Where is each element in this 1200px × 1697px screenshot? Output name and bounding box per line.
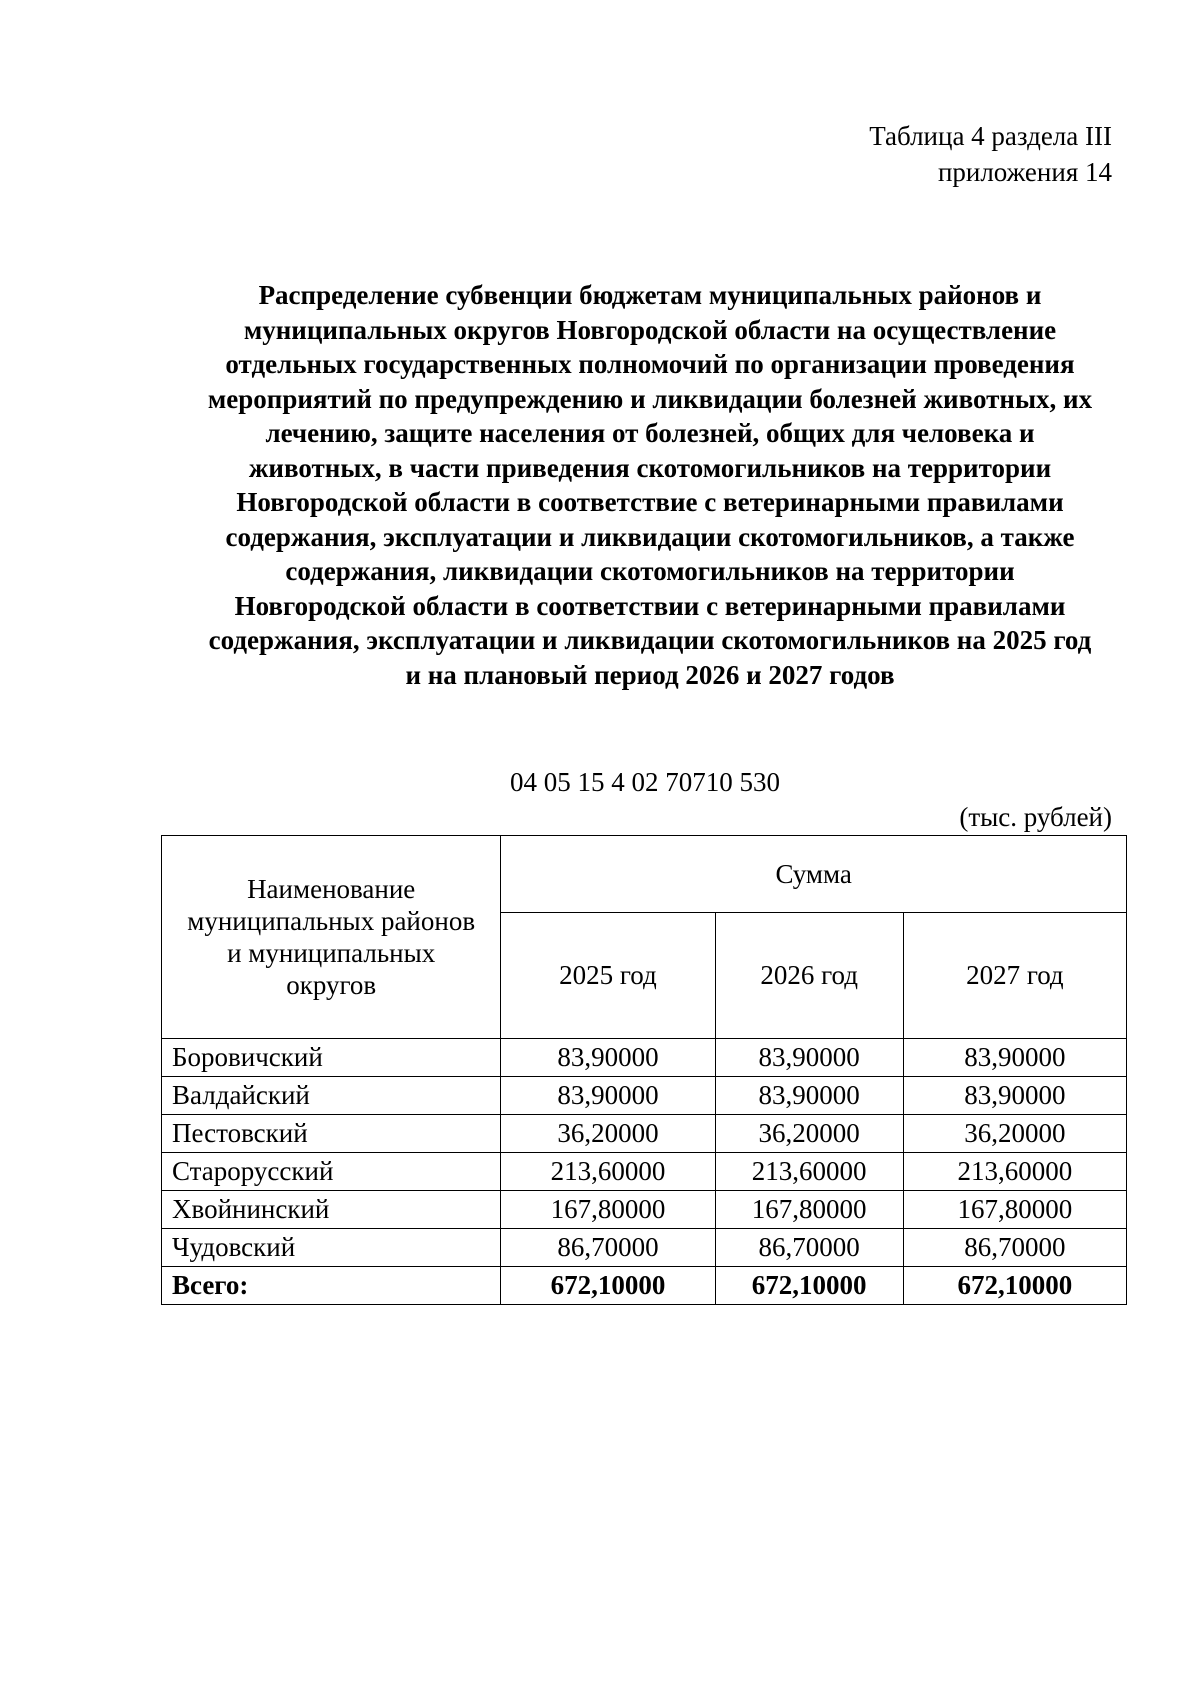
year-2027-header: 2027 год bbox=[903, 913, 1126, 1039]
subsidy-distribution-table bbox=[161, 835, 1127, 1305]
year-2026-header: 2026 год bbox=[715, 913, 903, 1039]
year-2025-header: 2025 год bbox=[501, 913, 715, 1039]
title-line: Новгородской области в соответствии с ветеринарными правилами bbox=[234, 590, 1066, 621]
title-line: животных, в части приведения скотомогильников на территории bbox=[248, 452, 1052, 483]
total-label: Всего: bbox=[162, 1267, 501, 1305]
table-row bbox=[162, 1115, 1127, 1153]
amount-2025: 83,90000 bbox=[501, 1077, 715, 1115]
amount-2027: 167,80000 bbox=[903, 1191, 1126, 1229]
amount-2027: 86,70000 bbox=[903, 1229, 1126, 1267]
title-line: Новгородской области в соответствие с ветеринарными правилами bbox=[236, 487, 1064, 517]
table-header-row bbox=[162, 836, 1127, 913]
amount-2025: 36,20000 bbox=[501, 1115, 715, 1153]
title-line: содержания, эксплуатации и ликвидации скотомогильников на 2025 год bbox=[208, 625, 1092, 655]
total-2027: 672,10000 bbox=[903, 1267, 1126, 1305]
title-line: Распределение субвенции бюджетам муниципальных районов и bbox=[258, 280, 1042, 310]
amount-2026: 83,90000 bbox=[715, 1077, 903, 1115]
table-total-row bbox=[162, 1267, 1127, 1305]
table-row bbox=[162, 1191, 1127, 1229]
appendix-reference bbox=[869, 118, 1112, 190]
title-line: муниципальных округов Новгородской области на осуществление bbox=[243, 314, 1057, 345]
total-2026: 672,10000 bbox=[715, 1267, 903, 1305]
amount-2027: 213,60000 bbox=[903, 1153, 1126, 1191]
title-line: содержания, ликвидации скотомогильников на территории bbox=[285, 556, 1015, 586]
table-row bbox=[162, 1229, 1127, 1267]
title-line: лечению, защите населения от болезней, общих для человека и bbox=[265, 418, 1035, 448]
budget-classification-code: 04 05 15 4 02 70710 530 bbox=[510, 767, 780, 797]
amount-2027: 83,90000 bbox=[903, 1077, 1126, 1115]
amount-2027: 36,20000 bbox=[903, 1115, 1126, 1153]
title-line: мероприятий по предупреждению и ликвидации болезней животных, их bbox=[207, 383, 1093, 414]
sum-column-header: Сумма bbox=[501, 836, 1127, 913]
table-row bbox=[162, 1039, 1127, 1077]
municipality-name: Хвойнинский bbox=[162, 1191, 501, 1229]
title-line: содержания, эксплуатации и ликвидации скотомогильников, а также bbox=[225, 521, 1075, 552]
municipality-name: Боровичский bbox=[162, 1039, 501, 1077]
title-line: и на плановый период 2026 и 2027 годов bbox=[405, 659, 895, 690]
amount-2025: 167,80000 bbox=[501, 1191, 715, 1229]
amount-2027: 83,90000 bbox=[903, 1039, 1126, 1077]
title-line: отдельных государственных полномочий по организации проведения bbox=[225, 349, 1075, 379]
total-2025: 672,10000 bbox=[501, 1267, 715, 1305]
units-label: (тыс. рублей) bbox=[959, 802, 1112, 832]
amount-2026: 213,60000 bbox=[715, 1153, 903, 1191]
appendix-reference-line-1: Таблица 4 раздела III bbox=[869, 121, 1112, 151]
municipality-name: Чудовский bbox=[162, 1229, 501, 1267]
municipality-column-header: Наименование муниципальных районов и муниципальных округов bbox=[162, 836, 501, 1039]
appendix-reference-line-2: приложения 14 bbox=[937, 157, 1112, 187]
amount-2026: 83,90000 bbox=[715, 1039, 903, 1077]
municipality-name: Пестовский bbox=[162, 1115, 501, 1153]
amount-2025: 213,60000 bbox=[501, 1153, 715, 1191]
municipality-name: Валдайский bbox=[162, 1077, 501, 1115]
table-row bbox=[162, 1153, 1127, 1191]
amount-2026: 86,70000 bbox=[715, 1229, 903, 1267]
amount-2026: 167,80000 bbox=[715, 1191, 903, 1229]
amount-2025: 83,90000 bbox=[501, 1039, 715, 1077]
amount-2025: 86,70000 bbox=[501, 1229, 715, 1267]
municipality-name: Старорусский bbox=[162, 1153, 501, 1191]
table-row bbox=[162, 1077, 1127, 1115]
document-title bbox=[170, 278, 1130, 692]
amount-2026: 36,20000 bbox=[715, 1115, 903, 1153]
